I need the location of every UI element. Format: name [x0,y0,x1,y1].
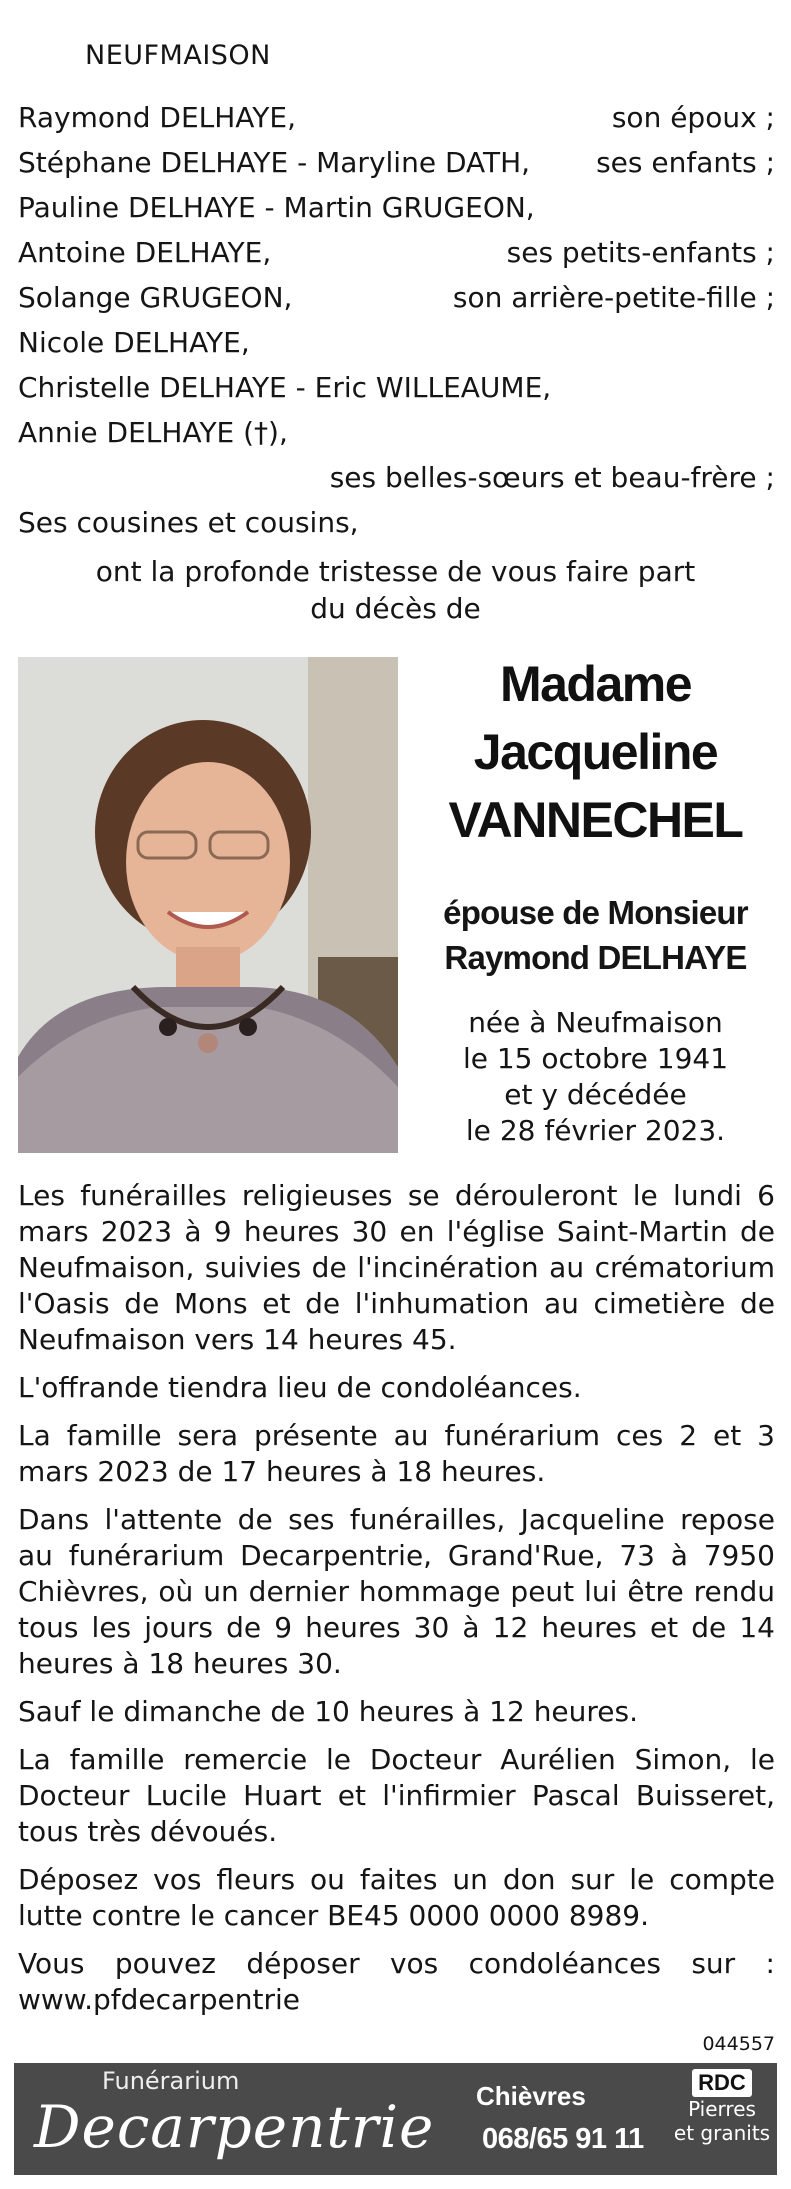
family-names: Raymond DELHAYE, [18,101,296,134]
family-row [18,410,775,455]
portrait-photo [18,657,398,1153]
donation-paragraph: Déposez vos fleurs ou faites un don sur le compte lutte contre le cancer BE45 0000 0000 8989. [18,1863,775,1932]
family-relation: ses enfants ; [596,146,775,179]
deceased-last-name: VANNECHEL [448,792,743,848]
family-relation: son époux ; [611,101,775,134]
banner-phone: 068/65 91 11 [482,2123,644,2155]
family-names: Pauline DELHAYE - Martin GRUGEON, [18,191,535,224]
family-row [18,185,775,230]
funeral-paragraph: Les funérailles religieuses se dérouleront le lundi 6 mars 2023 à 9 heures 30 en l'église Saint-Martin de Neufmaison, suivies de l'incinération au crématorium l'Oasis de Mons et de l'inhumation au cimetière de Neufmaison vers 14 heures 45. [18,1179,775,1356]
deceased-title: Madame [499,656,692,712]
family-row [18,95,775,140]
announcement-line: du décès de [310,592,481,625]
family-row [18,500,775,545]
birth-line: née à Neufmaison [468,1006,723,1039]
banner-tagline: et granits [673,2121,771,2145]
birth-date: le 15 octobre 1941 [462,1042,729,1075]
family-names: Ses cousines et cousins, [18,506,359,539]
thanks-paragraph: La famille remercie le Docteur Aurélien Simon, le Docteur Lucile Huart et l'infirmier Pascal Buisseret, tous très dévoués. [18,1743,775,1848]
death-date: le 28 février 2023. [465,1114,726,1147]
family-row [18,365,775,410]
announcement-line: ont la profonde tristesse de vous faire part [95,555,696,588]
visitation-paragraph: Dans l'attente de ses funérailles, Jacqueline repose au funérarium Decarpentrie, Grand'Rue, 73 à 7950 Chièvres, où un dernier hommage peut lui être rendu tous les jours de 9 heures 30 à 12 heures et de 14 heures à 18 heures 30. [18,1503,775,1680]
spouse-line: épouse de Monsieur [443,894,748,931]
announcement [0,553,791,627]
family-row [18,320,775,365]
banner-city: Chièvres [476,2081,586,2111]
condolences-paragraph: Vous pouvez déposer vos condoléances sur : www.pfdecarpentrie [18,1947,775,2016]
family-names: Stéphane DELHAYE - Maryline DATH, [18,146,531,179]
family-names: Antoine DELHAYE, [18,236,272,269]
family-relation: ses belles-sœurs et beau-frère ; [329,461,775,494]
spouse-line: Raymond DELHAYE [444,939,747,976]
family-presence-paragraph: La famille sera présente au funérarium ces 2 et 3 mars 2023 de 17 heures à 18 heures. [18,1419,775,1488]
family-relation: son arrière-petite-fille ; [452,281,775,314]
notice-body [18,1178,775,2030]
deceased-name [400,650,791,854]
village-heading: NEUFMAISON [85,40,271,71]
family-names: Nicole DELHAYE, [18,326,250,359]
reference-number: 044557 [702,2033,775,2055]
portrait-illustration [18,657,398,1153]
banner-tagline: Pierres [688,2097,756,2121]
family-relation: ses petits-enfants ; [506,236,775,269]
family-row [18,455,775,500]
death-line: et y décédée [504,1078,687,1111]
family-names: Annie DELHAYE (†), [18,416,288,449]
offering-paragraph: L'offrande tiendra lieu de condoléances. [18,1371,582,1404]
family-row [18,230,775,275]
family-names: Solange GRUGEON, [18,281,293,314]
deceased-first-name: Jacqueline [473,724,718,780]
birth-death-info [400,1005,791,1149]
banner-partner [672,2069,772,2145]
funeral-home-banner [14,2063,777,2175]
family-row [18,140,775,185]
family-list [18,95,775,545]
banner-name: Decarpentrie [34,2093,435,2161]
banner-prefix: Funérarium [102,2067,240,2095]
rdc-logo: RDC [692,2069,752,2097]
spouse-info [400,890,791,980]
sunday-paragraph: Sauf le dimanche de 10 heures à 12 heures. [18,1695,639,1728]
family-names: Christelle DELHAYE - Eric WILLEAUME, [18,371,552,404]
family-row [18,275,775,320]
